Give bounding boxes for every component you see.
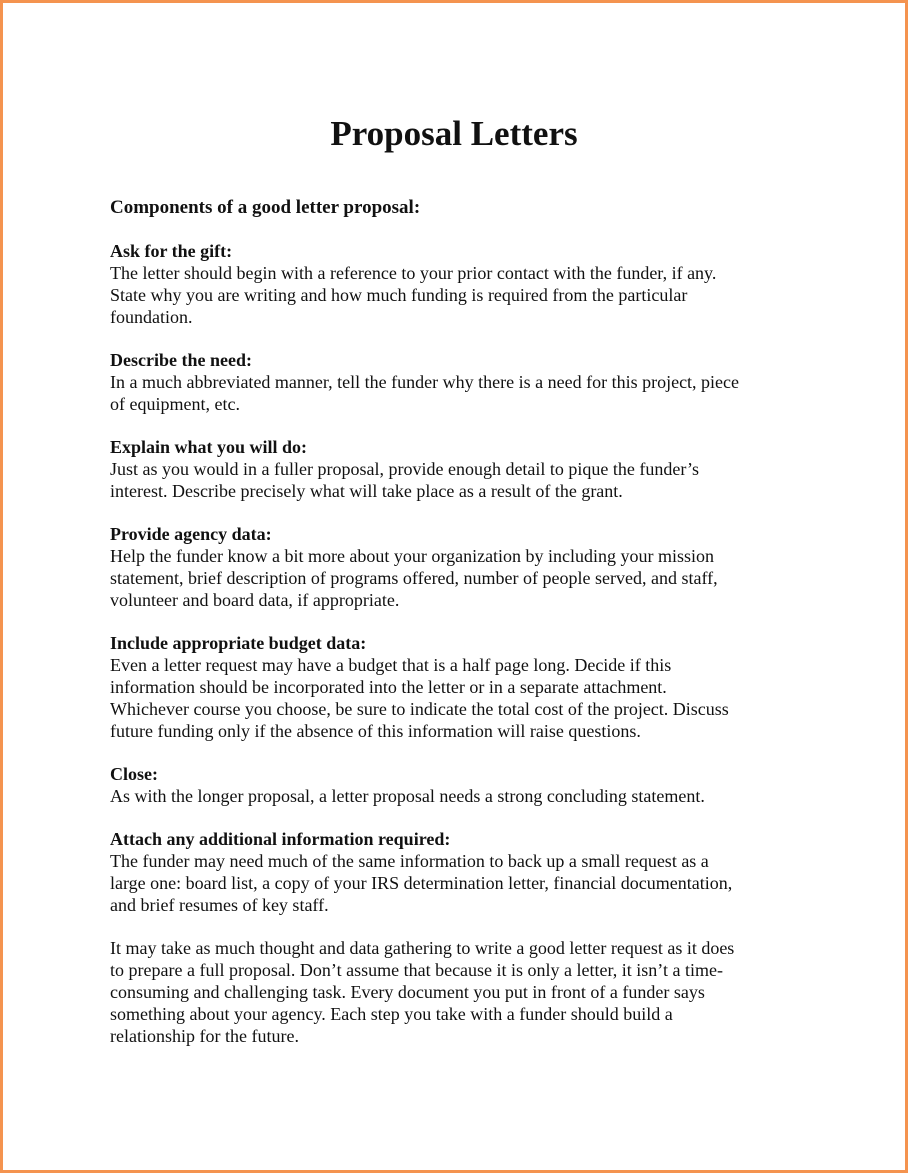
section-body: In a much abbreviated manner, tell the funder why there is a need for this project, piece of equipment, etc. xyxy=(110,372,740,414)
section-explain-what-you-will-do xyxy=(110,436,810,502)
section-ask-for-gift xyxy=(110,240,810,328)
closing-paragraph: It may take as much thought and data gathering to write a good letter request as it does to prepare a full proposal. Don’t assume that because it is only a letter, it isn’t a time- consuming and challenging task. Every document you put in front of a funder says something about your agency. Each step you take with a funder should build a relationship for the future. xyxy=(110,938,735,1046)
section-heading: Ask for the gift: xyxy=(110,241,233,261)
page-title: Proposal Letters xyxy=(330,114,578,153)
section-provide-agency-data xyxy=(110,523,810,611)
section-budget-data xyxy=(110,632,810,742)
section-body: As with the longer proposal, a letter proposal needs a strong concluding statement. xyxy=(110,786,705,806)
section-body: Even a letter request may have a budget that is a half page long. Decide if this information should be incorporated into the letter or in a separate attachment. Whichever course you choose, be sure to indicate the total cost of the project. Discuss future funding only if the absence of this information will raise questions. xyxy=(110,655,729,741)
document-subtitle: Components of a good letter proposal: xyxy=(110,197,421,218)
section-heading: Close: xyxy=(110,764,158,784)
section-body: The funder may need much of the same information to back up a small request as a large one: board list, a copy of your IRS determination letter, financial documentation, and brief resumes of key staff. xyxy=(110,851,733,915)
section-body: Help the funder know a bit more about your organization by including your mission statement, brief description of programs offered, number of people served, and staff, volunteer and board data, if appropriate. xyxy=(110,546,718,610)
section-heading: Explain what you will do: xyxy=(110,437,308,457)
section-heading: Attach any additional information required: xyxy=(110,829,451,849)
section-attach-information xyxy=(110,828,810,916)
document-content xyxy=(110,196,810,1047)
section-close xyxy=(110,763,810,807)
section-heading: Include appropriate budget data: xyxy=(110,633,367,653)
section-heading: Describe the need: xyxy=(110,350,252,370)
section-body: The letter should begin with a reference to your prior contact with the funder, if any. State why you are writing and how much funding is required from the particular foundation. xyxy=(110,263,717,327)
section-heading: Provide agency data: xyxy=(110,524,272,544)
section-body: Just as you would in a fuller proposal, provide enough detail to pique the funder’s interest. Describe precisely what will take place as a result of the grant. xyxy=(110,459,700,501)
section-describe-need xyxy=(110,349,810,415)
